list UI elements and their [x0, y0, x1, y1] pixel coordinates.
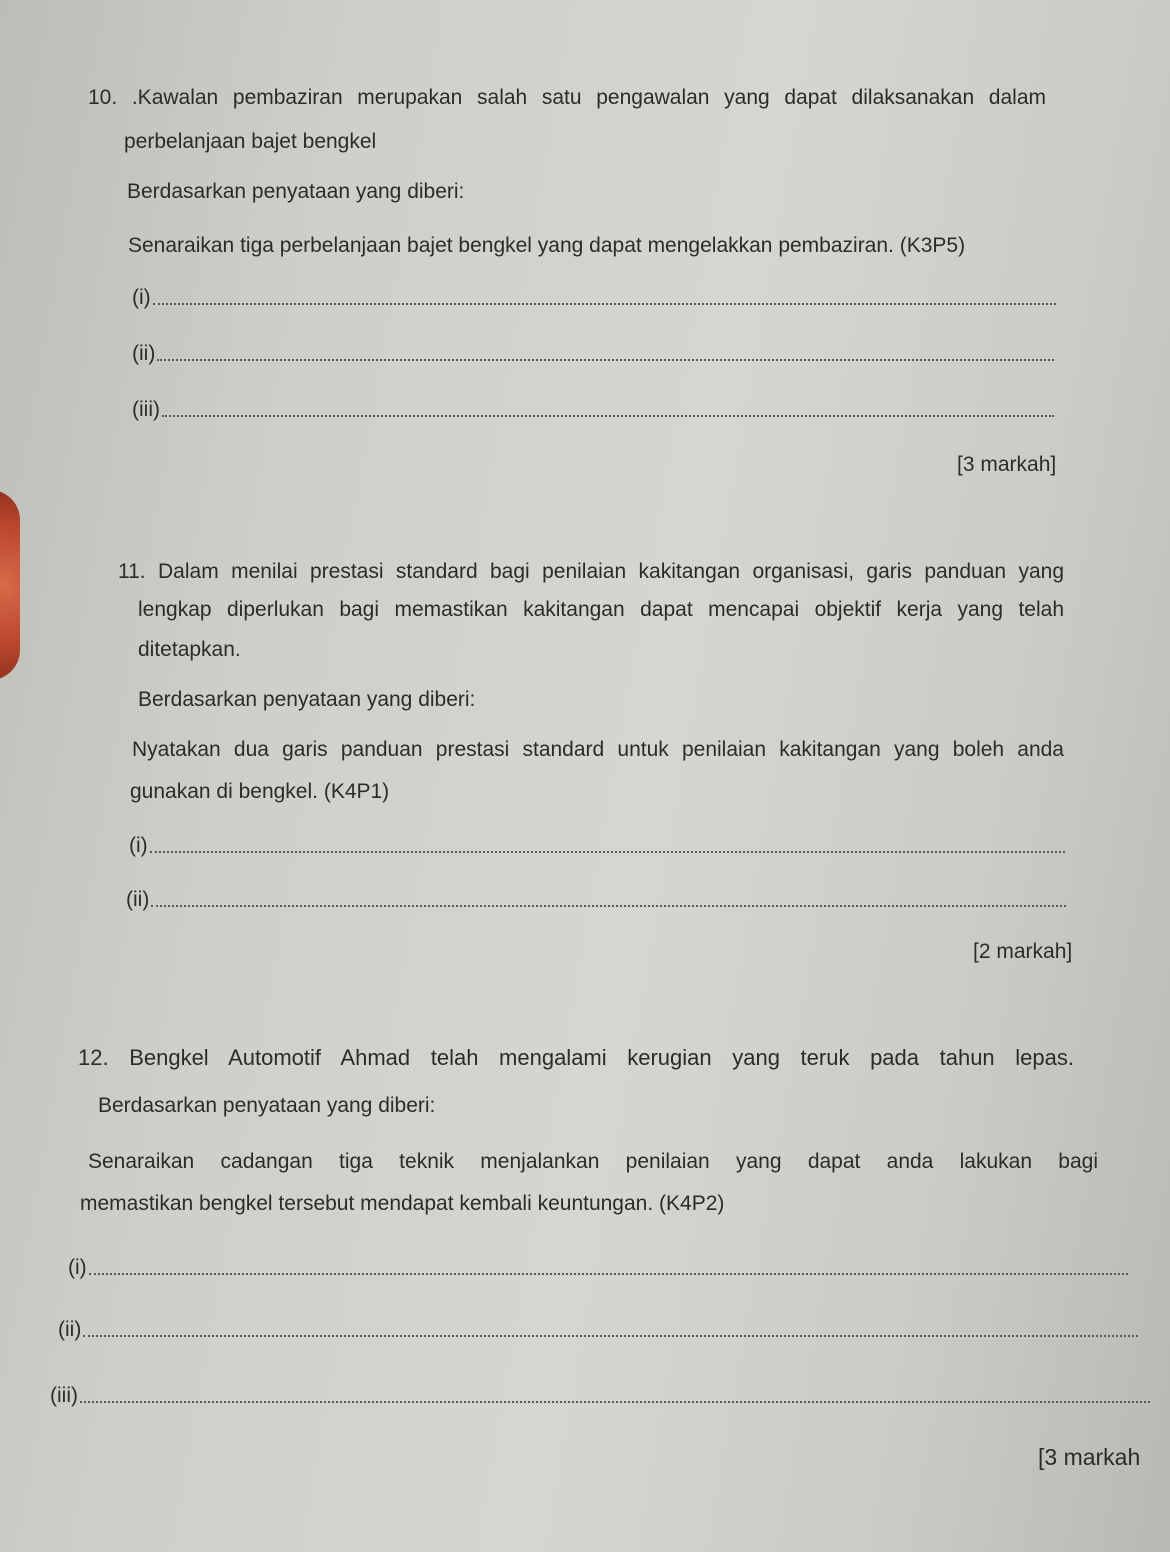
q12-answer-3[interactable]: [50, 1384, 1150, 1408]
answer-label: (ii): [126, 888, 150, 911]
answer-label: (ii): [58, 1318, 82, 1341]
answer-label: (i): [132, 286, 151, 309]
q11-stem-line3: ditetapkan.: [138, 638, 241, 661]
q12-answer-1[interactable]: [68, 1256, 1128, 1280]
q10-instruction: Senaraikan tiga perbelanjaan bajet bengkel yang dapat mengelakkan pembaziran. (K3P5): [128, 234, 966, 257]
q11-stem-line1: 11. Dalam menilai prestasi standard bagi penilaian kakitangan organisasi, garis panduan yang: [118, 560, 1064, 583]
q10-stem-line2: perbelanjaan bajet bengkel: [124, 130, 377, 153]
answer-line: [83, 1335, 1138, 1337]
finger-shadow: [0, 490, 20, 680]
answer-line: [80, 1401, 1150, 1403]
answer-line: [151, 905, 1066, 907]
q12-stem-line1: 12. Bengkel Automotif Ahmad telah mengalami kerugian yang teruk pada tahun lepas.: [78, 1045, 1074, 1070]
q11-stem-line2: lengkap diperlukan bagi memastikan kakitangan dapat mencapai objektif kerja yang telah: [138, 598, 1064, 621]
answer-label: (ii): [132, 342, 156, 365]
q11-marks: [2 markah]: [973, 940, 1073, 963]
answer-label: (i): [68, 1256, 87, 1279]
q12-instruction-line1: Senaraikan cadangan tiga teknik menjalankan penilaian yang dapat anda lakukan bagi: [88, 1150, 1098, 1173]
q11-answer-2[interactable]: [126, 888, 1066, 912]
answer-line: [89, 1273, 1128, 1275]
answer-label: (iii): [50, 1384, 78, 1407]
q11-instruction-line1: Nyatakan dua garis panduan prestasi standard untuk penilaian kakitangan yang boleh anda: [132, 738, 1064, 761]
q10-answer-1[interactable]: [132, 286, 1056, 310]
q12-marks: [3 markah: [1038, 1444, 1141, 1470]
answer-line: [150, 851, 1065, 853]
q11-instruction-line2: gunakan di bengkel. (K4P1): [130, 780, 390, 803]
q11-intro: Berdasarkan penyataan yang diberi:: [138, 688, 476, 711]
q11-answer-1[interactable]: [129, 834, 1065, 858]
q10-answer-2[interactable]: [132, 342, 1054, 366]
answer-label: (iii): [132, 398, 160, 421]
q10-stem-line1: 10. .Kawalan pembaziran merupakan salah satu pengawalan yang dapat dilaksanakan dalam: [88, 86, 1046, 109]
q10-answer-3[interactable]: [132, 398, 1054, 422]
answer-line: [157, 359, 1054, 361]
answer-label: (i): [129, 834, 148, 857]
answer-line: [153, 303, 1056, 305]
q12-intro: Berdasarkan penyataan yang diberi:: [98, 1094, 436, 1117]
q12-answer-2[interactable]: [58, 1318, 1138, 1342]
q10-marks: [3 markah]: [957, 453, 1057, 476]
q10-intro: Berdasarkan penyataan yang diberi:: [127, 180, 465, 203]
answer-line: [162, 415, 1054, 417]
q12-instruction-line2: memastikan bengkel tersebut mendapat kembali keuntungan. (K4P2): [80, 1192, 725, 1215]
